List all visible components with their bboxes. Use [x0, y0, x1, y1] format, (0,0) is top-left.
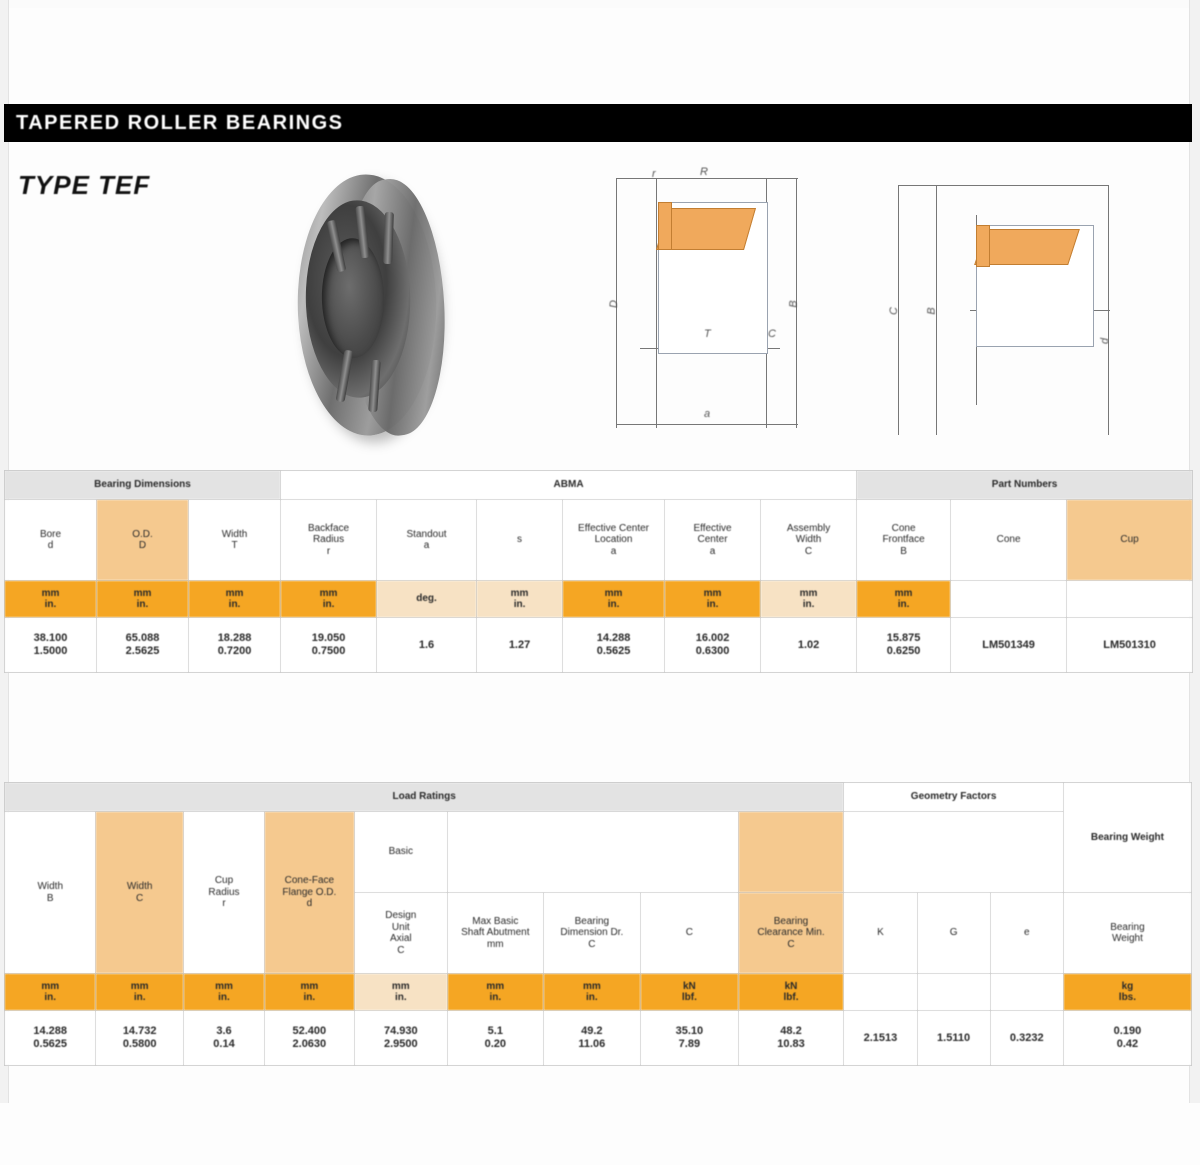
cell-standout: 1.6 [377, 618, 477, 673]
dim-line [616, 424, 798, 425]
bearing-photo [288, 160, 468, 450]
unit-cone-frontface: mm in. [857, 581, 951, 618]
cup-section [658, 202, 672, 250]
page-title: TAPERED ROLLER BEARINGS [16, 111, 344, 134]
cell-standout-s: 1.27 [477, 618, 563, 673]
unit-width: mm in. [189, 581, 281, 618]
header-cone-part-number: Cone [951, 500, 1067, 581]
page-bottom-margin [0, 1103, 1200, 1165]
table-group-header-row [5, 783, 1192, 812]
header-bore: Bore d [5, 500, 97, 581]
subgroup-geometry-factors-spacer [844, 812, 1064, 893]
group-part-numbers: Part Numbers [857, 471, 1193, 500]
table-group-header-row [5, 471, 1193, 500]
header-cup-part-number: Cup [1067, 500, 1193, 581]
dim-label-D: B [787, 300, 800, 308]
header-bearing-weight: Bearing Weight [1063, 893, 1191, 974]
dim-line [656, 178, 657, 428]
cell-width-b: 14.288 0.5625 [5, 1011, 96, 1066]
unit-effective-center: mm in. [665, 581, 761, 618]
cell-width: 18.288 0.7200 [189, 618, 281, 673]
dim-label-R: R [700, 166, 708, 178]
unit-basic-rating-c: kN lbf. [641, 974, 739, 1011]
header-factor-k: K [844, 893, 917, 974]
dim-line [898, 185, 1108, 186]
unit-cone-part [951, 581, 1067, 618]
group-bearing-dimensions: Bearing Dimensions [5, 471, 281, 500]
header-cone-frontface: Cone Frontface B [857, 500, 951, 581]
unit-factor-e [990, 974, 1063, 1011]
unit-max-shaft-abutment: mm in. [448, 974, 544, 1011]
group-bearing-weight: Bearing Weight [1063, 783, 1191, 893]
dim-label-a: a [704, 408, 711, 420]
cell-design-unit-axial: 74.930 2.9500 [354, 1011, 447, 1066]
unit-bearing-weight: kg lbs. [1063, 974, 1191, 1011]
cell-od: 65.088 2.5625 [97, 618, 189, 673]
header-cone-face-flange-od: Cone-Face Flange O.D. d [265, 812, 354, 974]
header-od: O.D. D [97, 500, 189, 581]
table-column-header-row [5, 500, 1193, 581]
unit-cup-radius: mm in. [183, 974, 264, 1011]
cell-bearing-weight: 0.190 0.42 [1063, 1011, 1191, 1066]
unit-standout: deg. [377, 581, 477, 618]
cell-effective-center: 16.002 0.6300 [665, 618, 761, 673]
cell-bore: 38.100 1.5000 [5, 618, 97, 673]
dim-label-T: T [704, 328, 711, 340]
cross-section-drawing-left [600, 158, 820, 448]
cell-cone-face-flange-od: 52.400 2.0630 [265, 1011, 354, 1066]
unit-bore: mm in. [5, 581, 97, 618]
header-bearing-clearance-min: Bearing Clearance Min. C [738, 893, 844, 974]
group-geometry-factors: Geometry Factors [844, 783, 1064, 812]
cell-factor-k: 2.1513 [844, 1011, 917, 1066]
table-units-row [5, 581, 1193, 618]
cell-cone-frontface: 15.875 0.6250 [857, 618, 951, 673]
header-backface-radius: Backface Radius r [281, 500, 377, 581]
table-row [5, 618, 1193, 673]
subgroup-basic [448, 812, 739, 893]
header-standout-s: s [477, 500, 563, 581]
table-row [5, 1011, 1192, 1066]
unit-cup-part [1067, 581, 1193, 618]
bearing-dimensions-table [4, 470, 1193, 673]
unit-bearing-clearance-min: kN lbf. [738, 974, 844, 1011]
header-assembly-width: Assembly Width C [761, 500, 857, 581]
roller-element [383, 212, 394, 264]
cell-width-c: 14.732 0.5800 [96, 1011, 183, 1066]
cell-cup-part-number: LM501310 [1067, 618, 1193, 673]
header-standout: Standout a [377, 500, 477, 581]
dim-label-d: D [607, 300, 620, 308]
cell-effective-center-location: 14.288 0.5625 [563, 618, 665, 673]
header-factor-g: G [917, 893, 990, 974]
header-effective-center: Effective Center a [665, 500, 761, 581]
subgroup-factoring [738, 812, 844, 893]
dim-line [616, 178, 798, 179]
cell-assembly-width: 1.02 [761, 618, 857, 673]
header-max-shaft-abutment: Max Basic Shaft Abutment mm [448, 893, 544, 974]
cell-factor-g: 1.5110 [917, 1011, 990, 1066]
unit-factor-k [844, 974, 917, 1011]
unit-effective-center-location: mm in. [563, 581, 665, 618]
group-load-ratings: Load Ratings [5, 783, 844, 812]
table-units-row [5, 974, 1192, 1011]
dim-label-B: B [925, 307, 938, 315]
header-cup-radius: Cup Radius r [183, 812, 264, 974]
header-effective-center-location: Effective Center Location a [563, 500, 665, 581]
unit-width-b: mm in. [5, 974, 96, 1011]
cell-basic-rating-c: 35.10 7.89 [641, 1011, 739, 1066]
unit-standout-s: mm in. [477, 581, 563, 618]
header-width: Width T [189, 500, 281, 581]
document-title-bar [4, 104, 1192, 142]
dim-label-r: r [652, 168, 656, 180]
unit-width-c: mm in. [96, 974, 183, 1011]
cell-max-shaft-abutment: 5.1 0.20 [448, 1011, 544, 1066]
header-width-b: Width B [5, 812, 96, 974]
unit-od: mm in. [97, 581, 189, 618]
dim-label-d: d [1099, 337, 1112, 345]
subgroup-maximum: Basic [354, 812, 447, 893]
header-factor-e: e [990, 893, 1063, 974]
header-width-c: Width C [96, 812, 183, 974]
load-ratings-table [4, 782, 1192, 1066]
unit-factor-g [917, 974, 990, 1011]
cell-bearing-clearance-min: 48.2 10.83 [738, 1011, 844, 1066]
page-top-margin [0, 0, 1200, 8]
unit-assembly-width: mm in. [761, 581, 857, 618]
header-bearing-dimension: Bearing Dimension Dr. C [543, 893, 641, 974]
unit-bearing-dimension: mm in. [543, 974, 641, 1011]
unit-design-unit-axial: mm in. [354, 974, 447, 1011]
header-basic-rating-c: C [641, 893, 739, 974]
cell-cup-radius: 3.6 0.14 [183, 1011, 264, 1066]
cell-bearing-dimension: 49.2 11.06 [543, 1011, 641, 1066]
header-design-unit-axial: Design Unit Axial C [354, 893, 447, 974]
group-abma: ABMA [281, 471, 857, 500]
dim-label-C: C [887, 307, 900, 315]
unit-backface-radius: mm in. [281, 581, 377, 618]
cell-backface-radius: 19.050 0.7500 [281, 618, 377, 673]
unit-cone-face-flange-od: mm in. [265, 974, 354, 1011]
bearing-type-label: TYPE TEF [18, 170, 151, 200]
table-subgroup-header-row [5, 812, 1192, 893]
dim-label-C: C [768, 328, 776, 340]
cell-factor-e: 0.3232 [990, 1011, 1063, 1066]
cell-cone-part-number: LM501349 [951, 618, 1067, 673]
cup-section [974, 229, 1080, 265]
cross-section-drawing-right [880, 175, 1120, 440]
cup-section [976, 225, 990, 267]
